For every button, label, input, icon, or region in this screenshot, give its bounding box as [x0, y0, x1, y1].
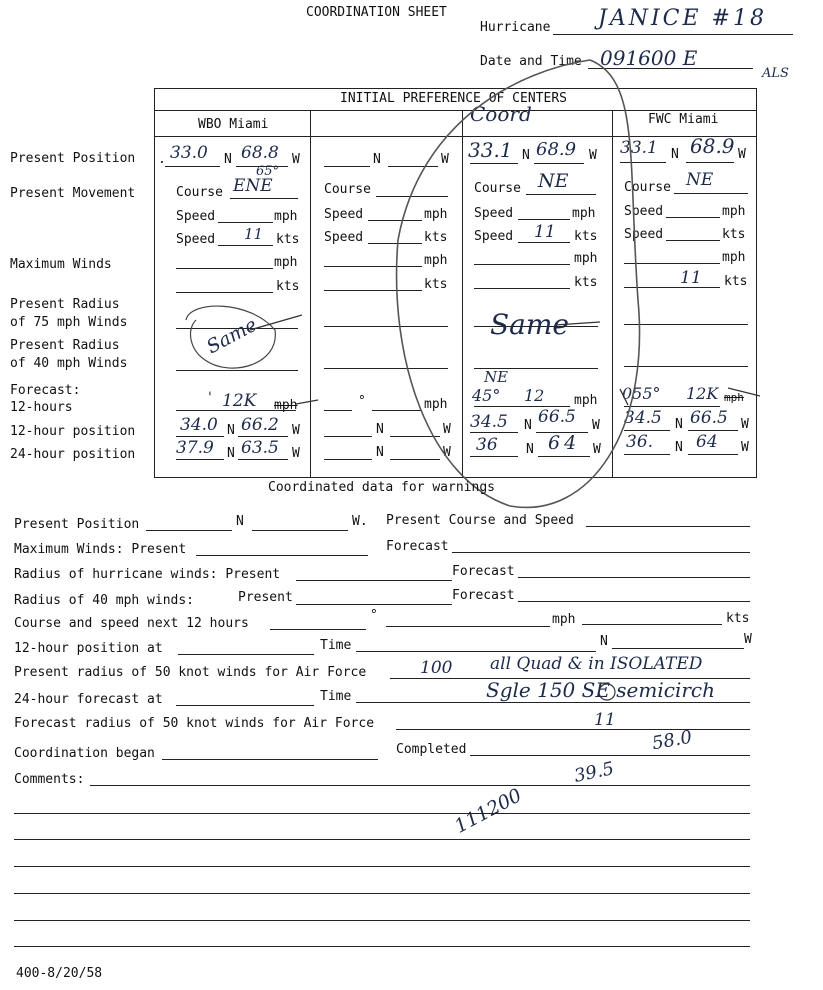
- fwc-pos-lon: 68.9: [690, 134, 735, 158]
- comments-line-6: [14, 920, 750, 921]
- c2-n: N: [373, 152, 381, 167]
- lower-pos-lon-field: [252, 530, 348, 531]
- comments-note-2: 111200: [451, 784, 526, 838]
- c2-w: W: [441, 152, 449, 167]
- fwc-pos-lat: 33.1: [620, 138, 658, 158]
- c2-mph: mph: [424, 207, 448, 222]
- label-present-position: Present Position: [10, 151, 136, 166]
- c3-speed-kts: 11: [534, 222, 556, 242]
- label-radius75-2: of 75 mph Winds: [10, 315, 128, 330]
- wbo-maxwind-mph: mph: [274, 255, 298, 270]
- c3-p12-n: N: [524, 418, 532, 433]
- lower-pos-lat-field: [146, 530, 232, 531]
- fwc-kts: kts: [722, 227, 746, 242]
- lower-fc24-field: [176, 705, 314, 706]
- fwc-p12-w: W: [741, 417, 749, 432]
- lower-fc24-time-label: Time: [320, 689, 352, 704]
- lower-speed-next-kts-field: [582, 624, 722, 625]
- fwc-speed-label: Speed: [624, 204, 664, 219]
- wbo-speed-label: Speed: [176, 209, 216, 224]
- c3-maxwind-mph: mph: [574, 251, 598, 266]
- wbo-radius-note: Same: [202, 313, 261, 359]
- label-pos24: 24-hour position: [10, 447, 136, 462]
- lower-comments-label: Comments:: [14, 772, 85, 787]
- c3-speed-label: Speed: [474, 206, 514, 221]
- datetime-label: Date and Time: [480, 54, 582, 69]
- lower-pos-n: N: [236, 514, 244, 529]
- hurricane-label: Hurricane: [480, 20, 551, 35]
- fwc-p24-lat: 36.: [626, 432, 654, 452]
- wbo-maxwind-kts: kts: [276, 279, 300, 294]
- c2-p24-w: W: [443, 445, 451, 460]
- c3-fc-mph: mph: [574, 393, 598, 408]
- lower-fc24-time-field: [356, 702, 750, 703]
- lower-max-forecast-label: Forecast: [386, 539, 449, 554]
- wbo-p24-n: N: [227, 446, 235, 461]
- lower-radius40-forecast-label: Forecast: [452, 588, 515, 603]
- lower-pos12-lon-field: [612, 648, 744, 649]
- table-title: INITIAL PREFERENCE OF CENTERS: [340, 91, 567, 106]
- c3-p24-w: W: [593, 442, 601, 457]
- label-pos12: 12-hour position: [10, 424, 136, 439]
- wbo-p24-lat: 37.9: [176, 438, 214, 458]
- lower-coord-began-label: Coordination began: [14, 746, 155, 761]
- label-radius40-1: Present Radius: [10, 338, 120, 353]
- lower-max-winds-field: [196, 555, 368, 556]
- lower-speed-next-mph: mph: [552, 612, 576, 627]
- c2-fc-mph: mph: [424, 397, 448, 412]
- fwc-n: N: [671, 147, 679, 162]
- wbo-course: ENE: [233, 176, 273, 196]
- c3-course: NE: [538, 170, 569, 192]
- lower-radius50-value: 100: [420, 658, 453, 678]
- lower-radius40-forecast-field: [518, 601, 750, 602]
- lower-pos12-label: 12-hour position at: [14, 641, 163, 656]
- wbo-speed-label-2: Speed: [176, 232, 216, 247]
- fwc-p24-lon: 64: [696, 432, 718, 452]
- col-header-wbo: WBO Miami: [198, 117, 269, 132]
- lower-course-next-deg: °: [370, 608, 378, 623]
- fwc-p12-n: N: [675, 417, 683, 432]
- wbo-p12-w: W: [292, 423, 300, 438]
- wbo-pos-lon: 68.8: [241, 143, 279, 163]
- comments-line-2: [14, 813, 750, 814]
- lower-fc-radius50-field: [396, 729, 750, 730]
- c3-fc-course: NE: [484, 368, 509, 386]
- comments-note-1: 39.5: [572, 758, 616, 787]
- fwc-maxwind-mph: mph: [722, 250, 746, 265]
- comments-line-5: [14, 893, 750, 894]
- lower-radius50-label: Present radius of 50 knot winds for Air Force: [14, 665, 367, 680]
- wbo-p12-n: N: [227, 423, 235, 438]
- label-forecast-2: 12-hours: [10, 400, 73, 415]
- comments-line-3: [14, 839, 750, 840]
- c3-course-label: Course: [474, 181, 521, 196]
- lower-radius-hurricane-forecast-label: Forecast: [452, 564, 515, 579]
- c3-maxwind-kts: kts: [574, 275, 598, 290]
- c3-speed-label-2: Speed: [474, 229, 514, 244]
- lower-speed-next-kts: kts: [726, 611, 750, 626]
- lower-max-forecast-field: [452, 552, 750, 553]
- col-header-fwc: FWC Miami: [648, 112, 719, 127]
- c2-p24-n: N: [376, 445, 384, 460]
- fwc-course-label: Course: [624, 180, 671, 195]
- comments-line-7: [14, 946, 750, 947]
- lower-completed-field: [470, 755, 750, 756]
- c3-mph: mph: [572, 206, 596, 221]
- c2-course-label: Course: [324, 182, 371, 197]
- lower-course-next-field: [270, 629, 366, 630]
- lower-radius-hurricane-field: [296, 580, 452, 581]
- c3-p12-w: W: [592, 418, 600, 433]
- c2-speed-label: Speed: [324, 207, 364, 222]
- c3-p12-lon: 66.5: [538, 407, 576, 427]
- lower-fc-radius50-label: Forecast radius of 50 knot winds for Air Force: [14, 716, 375, 731]
- c2-maxwind-mph: mph: [424, 253, 448, 268]
- wbo-pos-dot: .: [158, 152, 166, 167]
- fwc-p24-w: W: [741, 440, 749, 455]
- lower-present-position-label: Present Position: [14, 517, 140, 532]
- wbo-p24-w: W: [292, 446, 300, 461]
- label-forecast-1: Forecast:: [10, 383, 81, 398]
- wbo-p12-lat: 34.0: [180, 415, 218, 435]
- c3-p12-lat: 34.5: [470, 412, 508, 432]
- lower-pos-w: W.: [352, 514, 368, 529]
- lower-pos12-field: [178, 654, 314, 655]
- lower-course-speed-field: [586, 526, 750, 527]
- fwc-mph: mph: [722, 204, 746, 219]
- lower-fc24-label: 24-hour forecast at: [14, 692, 163, 707]
- lower-max-winds-label: Maximum Winds: Present: [14, 542, 187, 557]
- initials: ALS: [762, 66, 789, 81]
- fwc-fc-mph: mph: [724, 391, 744, 404]
- c3-fc-speed: 12: [524, 386, 545, 405]
- lower-radius40-label: Radius of 40 mph winds:: [14, 593, 195, 608]
- lower-pos12-time-field: [356, 651, 596, 652]
- wbo-course-label: Course: [176, 185, 223, 200]
- wbo-fc-mph: mph: [274, 398, 298, 413]
- c2-deg: °: [358, 394, 366, 409]
- wbo-speed-kts: 11: [244, 225, 264, 243]
- c3-fc-deg: 45°: [472, 386, 501, 405]
- fwc-speed-label-2: Speed: [624, 227, 664, 242]
- lower-radius-hurricane-forecast-field: [518, 577, 750, 578]
- wbo-pos-lat: 33.0: [170, 143, 208, 163]
- label-radius40-2: of 40 mph Winds: [10, 356, 128, 371]
- wbo-mph: mph: [274, 209, 298, 224]
- c2-p12-w: W: [443, 422, 451, 437]
- wbo-kts: kts: [276, 232, 300, 247]
- c3-pos-lon: 68.9: [536, 139, 577, 160]
- fwc-fc-speed: 12K: [686, 384, 719, 403]
- fwc-p12-lon: 66.5: [690, 408, 728, 428]
- lower-course-speed-label: Present Course and Speed: [386, 513, 574, 528]
- fwc-p12-lat: 34.5: [624, 408, 662, 428]
- fwc-max-kts: 11: [680, 268, 702, 288]
- c3-n: N: [522, 148, 530, 163]
- label-present-movement: Present Movement: [10, 186, 136, 201]
- c3-kts: kts: [574, 229, 598, 244]
- form-number: 400-8/20/58: [16, 966, 103, 981]
- comments-line-4: [14, 866, 750, 867]
- fwc-w: W: [738, 147, 746, 162]
- wbo-p12-lon: 66.2: [241, 415, 279, 435]
- lower-completed-value: 58.0: [650, 726, 694, 755]
- lower-pos12-w: W: [744, 632, 752, 647]
- lower-radius50-note: all Quad & in ISOLATED: [490, 654, 703, 674]
- c3-p24-n: N: [526, 442, 534, 457]
- label-maximum-winds: Maximum Winds: [10, 257, 112, 272]
- lower-speed-next-field: [386, 626, 550, 627]
- fwc-p24-n: N: [675, 440, 683, 455]
- c3-radius-note: Same: [490, 308, 569, 341]
- c3-pos-lat: 33.1: [468, 138, 513, 162]
- lower-completed-label: Completed: [396, 742, 467, 757]
- c3-p24-lon: 64: [548, 432, 581, 454]
- hurricane-value: JANICE #18: [598, 6, 767, 31]
- coord-note: Coord: [470, 102, 532, 126]
- lower-radius40-field: [296, 604, 452, 605]
- lower-radius-hurricane-label: Radius of hurricane winds: Present: [14, 567, 281, 582]
- lower-fc-radius50-value: 11: [594, 710, 616, 730]
- fwc-course: NE: [686, 170, 714, 190]
- wbo-n: N: [224, 152, 232, 167]
- wbo-fc-speed: 12K: [222, 391, 257, 411]
- lower-pos12-n: N: [600, 634, 608, 649]
- lower-course-next-label: Course and speed next 12 hours: [14, 616, 249, 631]
- wbo-w: W: [292, 152, 300, 167]
- sheet-title: COORDINATION SHEET: [306, 5, 447, 20]
- lower-fc24-note: Sgle 150 SE semicirch: [486, 678, 715, 702]
- c2-speed-label-2: Speed: [324, 230, 364, 245]
- c2-p12-n: N: [376, 422, 384, 437]
- c3-w: W: [589, 148, 597, 163]
- lower-pos12-time-label: Time: [320, 638, 352, 653]
- c3-p24-lat: 36: [476, 435, 498, 455]
- fwc-fc-deg: 055°: [622, 384, 661, 403]
- lower-radius40-present-label: Present: [238, 590, 293, 605]
- comments-line-1: [90, 785, 750, 786]
- wbo-course-deg: 65°: [256, 164, 280, 179]
- coordinated-data-heading: Coordinated data for warnings: [268, 480, 495, 495]
- c2-kts: kts: [424, 230, 448, 245]
- lower-coord-began-field: [162, 759, 378, 760]
- datetime-value: 091600 E: [600, 46, 698, 70]
- wbo-fc-dot: ': [208, 390, 212, 406]
- fwc-maxwind-kts: kts: [724, 274, 748, 289]
- c2-maxwind-kts: kts: [424, 277, 448, 292]
- label-radius75-1: Present Radius: [10, 297, 120, 312]
- wbo-p24-lon: 63.5: [241, 438, 279, 458]
